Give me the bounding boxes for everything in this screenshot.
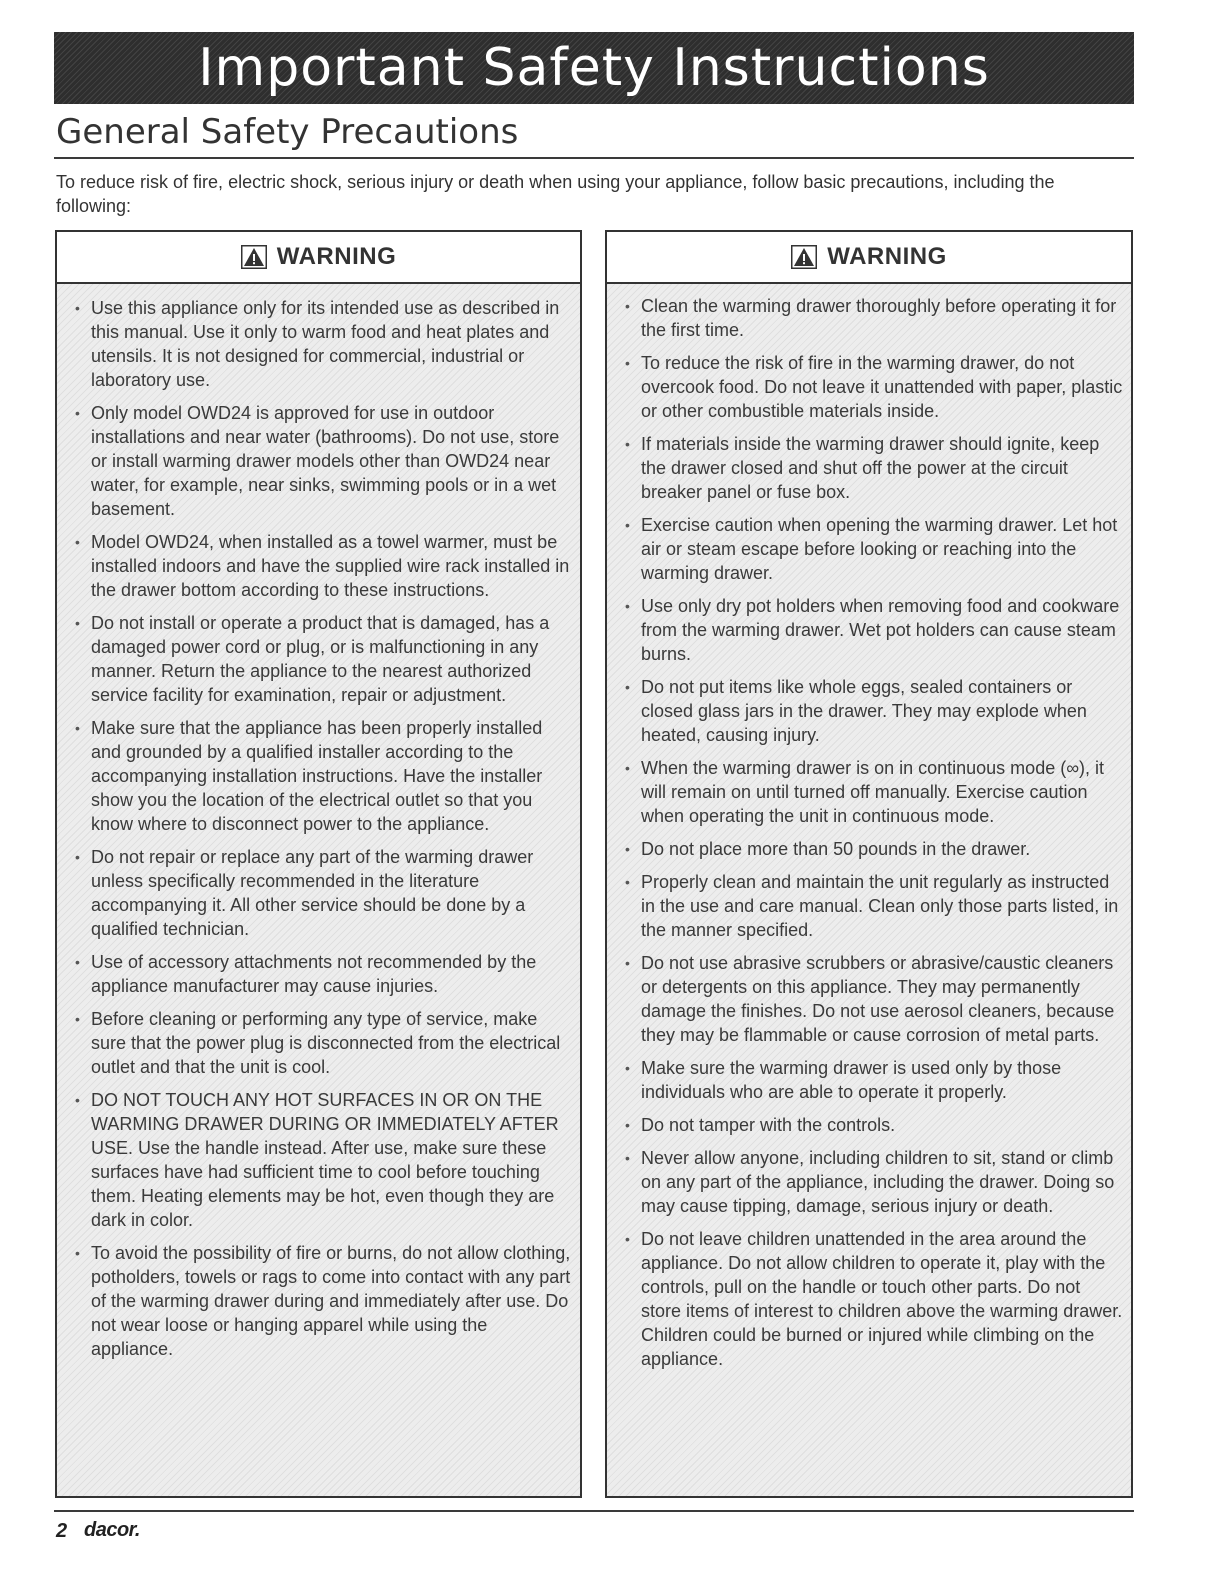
section-title: General Safety Precautions xyxy=(56,112,519,152)
warning-item xyxy=(75,530,572,602)
warning-item-text: If materials inside the warming drawer should ignite, keep the drawer closed and shut off the power at the circuit breaker panel or fuse box. xyxy=(641,434,1100,502)
page-title: Important Safety Instructions xyxy=(198,38,990,98)
bullet-icon: • xyxy=(625,679,630,695)
warning-item-text: Model OWD24, when installed as a towel warmer, must be installed indoors and have the supplied wire rack installed in the drawer bottom according to these instructions. xyxy=(91,532,570,600)
warning-heading: WARNING xyxy=(276,243,397,270)
warning-item-text: Do not repair or replace any part of the warming drawer unless specifically recommended in the literature accompanying it. All other service should be done by a qualified technician. xyxy=(91,847,534,939)
warning-item-text: Do not put items like whole eggs, sealed containers or closed glass jars in the drawer. They may explode when heated, causing injury. xyxy=(641,677,1087,745)
warning-item xyxy=(625,870,1123,942)
warning-item xyxy=(625,594,1123,666)
warning-panel-header xyxy=(607,232,1131,284)
warning-item xyxy=(75,1007,572,1079)
bullet-icon: • xyxy=(75,954,80,970)
warning-item-text: Before cleaning or performing any type of service, make sure that the power plug is disconnected from the electrical outlet and that the unit is cool. xyxy=(91,1009,561,1077)
warning-triangle-icon xyxy=(241,245,267,269)
warning-item-text: Clean the warming drawer thoroughly before operating it for the first time. xyxy=(641,296,1117,340)
warning-item xyxy=(625,1227,1123,1371)
bullet-icon: • xyxy=(75,720,80,736)
warning-item-text: Use of accessory attachments not recommended by the appliance manufacturer may cause injuries. xyxy=(91,952,537,996)
warning-heading: WARNING xyxy=(827,243,947,270)
header-banner xyxy=(54,32,1134,104)
bullet-icon: • xyxy=(625,355,630,371)
warning-item-text: When the warming drawer is on in continuous mode (∞), it will remain on until turned off manually. Exercise caution when operating the unit in continuous mode. xyxy=(641,758,1105,826)
warning-panel-body xyxy=(57,284,580,1496)
warning-item-text: To reduce the risk of fire in the warming drawer, do not overcook food. Do not leave it unattended with paper, plastic or other combustible materials inside. xyxy=(641,353,1123,421)
warning-item xyxy=(625,1146,1123,1218)
warning-item xyxy=(75,950,572,998)
warning-item-text: To avoid the possibility of fire or burns, do not allow clothing, potholders, towels or rags to come into contact with any part of the warming drawer during and immediately after use. Do not wear loose or hanging apparel while using the appliance. xyxy=(91,1243,571,1359)
bullet-icon: • xyxy=(75,300,80,316)
warning-item xyxy=(75,845,572,941)
bullet-icon: • xyxy=(625,760,630,776)
bullet-icon: • xyxy=(625,1060,630,1076)
warning-item xyxy=(75,401,572,521)
warning-item-text: DO NOT TOUCH ANY HOT SURFACES IN OR ON THE WARMING DRAWER DURING OR IMMEDIATELY AFTER USE. Use the handle instead. After use, make sure these surfaces have had sufficient time to cool before touching them. Heating elements may be hot, even though they are dark in color. xyxy=(91,1090,559,1230)
warning-item xyxy=(625,1113,1123,1137)
warning-item-text: Never allow anyone, including children to sit, stand or climb on any part of the appliance, including the drawer. Doing so may cause tipping, damage, serious injury or death. xyxy=(641,1148,1115,1216)
warning-item-text: Use only dry pot holders when removing food and cookware from the warming drawer. Wet pot holders can cause steam burns. xyxy=(641,596,1120,664)
intro-paragraph: To reduce risk of fire, electric shock, serious injury or death when using your appliance, follow basic precautions, including the following: xyxy=(56,172,1055,216)
warning-item xyxy=(625,1056,1123,1104)
warning-item xyxy=(625,513,1123,585)
warning-item-text: Make sure that the appliance has been properly installed and grounded by a qualified installer according to the accompanying installation instructions. Have the installer show you the location of the electrical outlet so that you know where to disconnect power to the appliance. xyxy=(91,718,543,834)
warning-item-text: Properly clean and maintain the unit regularly as instructed in the use and care manual. Clean only those parts listed, in the manner specified. xyxy=(641,872,1119,940)
warning-panel-left xyxy=(55,230,582,1498)
warning-item-text: Only model OWD24 is approved for use in outdoor installations and near water (bathrooms). Do not use, store or install warming drawer models other than OWD24 near water, for example, near sinks, swimming pools or in a wet basement. xyxy=(91,403,560,519)
bullet-icon: • xyxy=(75,849,80,865)
warning-item xyxy=(75,1241,572,1361)
warning-panel-header xyxy=(57,232,580,284)
warning-item xyxy=(625,756,1123,828)
warning-item-text: Do not tamper with the controls. xyxy=(641,1115,896,1135)
section-divider xyxy=(54,157,1134,159)
page-number: 2 xyxy=(56,1520,68,1542)
warning-item xyxy=(75,611,572,707)
warning-item xyxy=(75,1088,572,1232)
warning-item-text: Do not place more than 50 pounds in the drawer. xyxy=(641,839,1031,859)
warning-item xyxy=(625,351,1123,423)
bullet-icon: • xyxy=(75,1092,80,1108)
warning-item-text: Do not install or operate a product that is damaged, has a damaged power cord or plug, or is malfunctioning in any manner. Return the appliance to the nearest authorized service facility for examination, repair or adjustment. xyxy=(91,613,550,705)
warning-list xyxy=(625,294,1123,1371)
bullet-icon: • xyxy=(625,841,630,857)
warning-item xyxy=(625,432,1123,504)
bullet-icon: • xyxy=(625,1150,630,1166)
bullet-icon: • xyxy=(625,517,630,533)
brand-logo: dacor. xyxy=(84,1519,140,1541)
bullet-icon: • xyxy=(625,874,630,890)
warning-item xyxy=(625,951,1123,1047)
warning-item xyxy=(75,296,572,392)
warning-item xyxy=(75,716,572,836)
warning-item-text: Do not leave children unattended in the area around the appliance. Do not allow children to operate it, play with the controls, pull on the handle or touch other parts. Do not store items of interest to children above the warming drawer. Children could be burned or injured while climbing on the appliance. xyxy=(641,1229,1123,1369)
bullet-icon: • xyxy=(75,1245,80,1261)
warning-item xyxy=(625,294,1123,342)
warning-triangle-icon xyxy=(791,245,817,269)
warning-item-text: Exercise caution when opening the warming drawer. Let hot air or steam escape before looking or reaching into the warming drawer. xyxy=(641,515,1118,583)
warning-item xyxy=(625,675,1123,747)
warning-item-text: Use this appliance only for its intended use as described in this manual. Use it only to warm food and heat plates and utensils. It is not designed for commercial, industrial or laboratory use. xyxy=(91,298,560,390)
warning-item xyxy=(625,837,1123,861)
bullet-icon: • xyxy=(625,436,630,452)
bullet-icon: • xyxy=(75,615,80,631)
warning-item-text: Make sure the warming drawer is used only by those individuals who are able to operate it properly. xyxy=(641,1058,1062,1102)
footer-divider xyxy=(54,1510,1134,1512)
bullet-icon: • xyxy=(75,405,80,421)
warning-panel-body xyxy=(607,284,1131,1496)
bullet-icon: • xyxy=(625,1231,630,1247)
warning-list xyxy=(75,296,572,1361)
bullet-icon: • xyxy=(625,955,630,971)
bullet-icon: • xyxy=(625,1117,630,1133)
warning-item-text: Do not use abrasive scrubbers or abrasive/caustic cleaners or detergents on this appliance. They may permanently damage the finishes. Do not use aerosol cleaners, because they may be flammable or cause corrosion of metal parts. xyxy=(641,953,1115,1045)
warning-panel-right xyxy=(605,230,1133,1498)
bullet-icon: • xyxy=(625,598,630,614)
bullet-icon: • xyxy=(625,298,630,314)
bullet-icon: • xyxy=(75,534,80,550)
bullet-icon: • xyxy=(75,1011,80,1027)
